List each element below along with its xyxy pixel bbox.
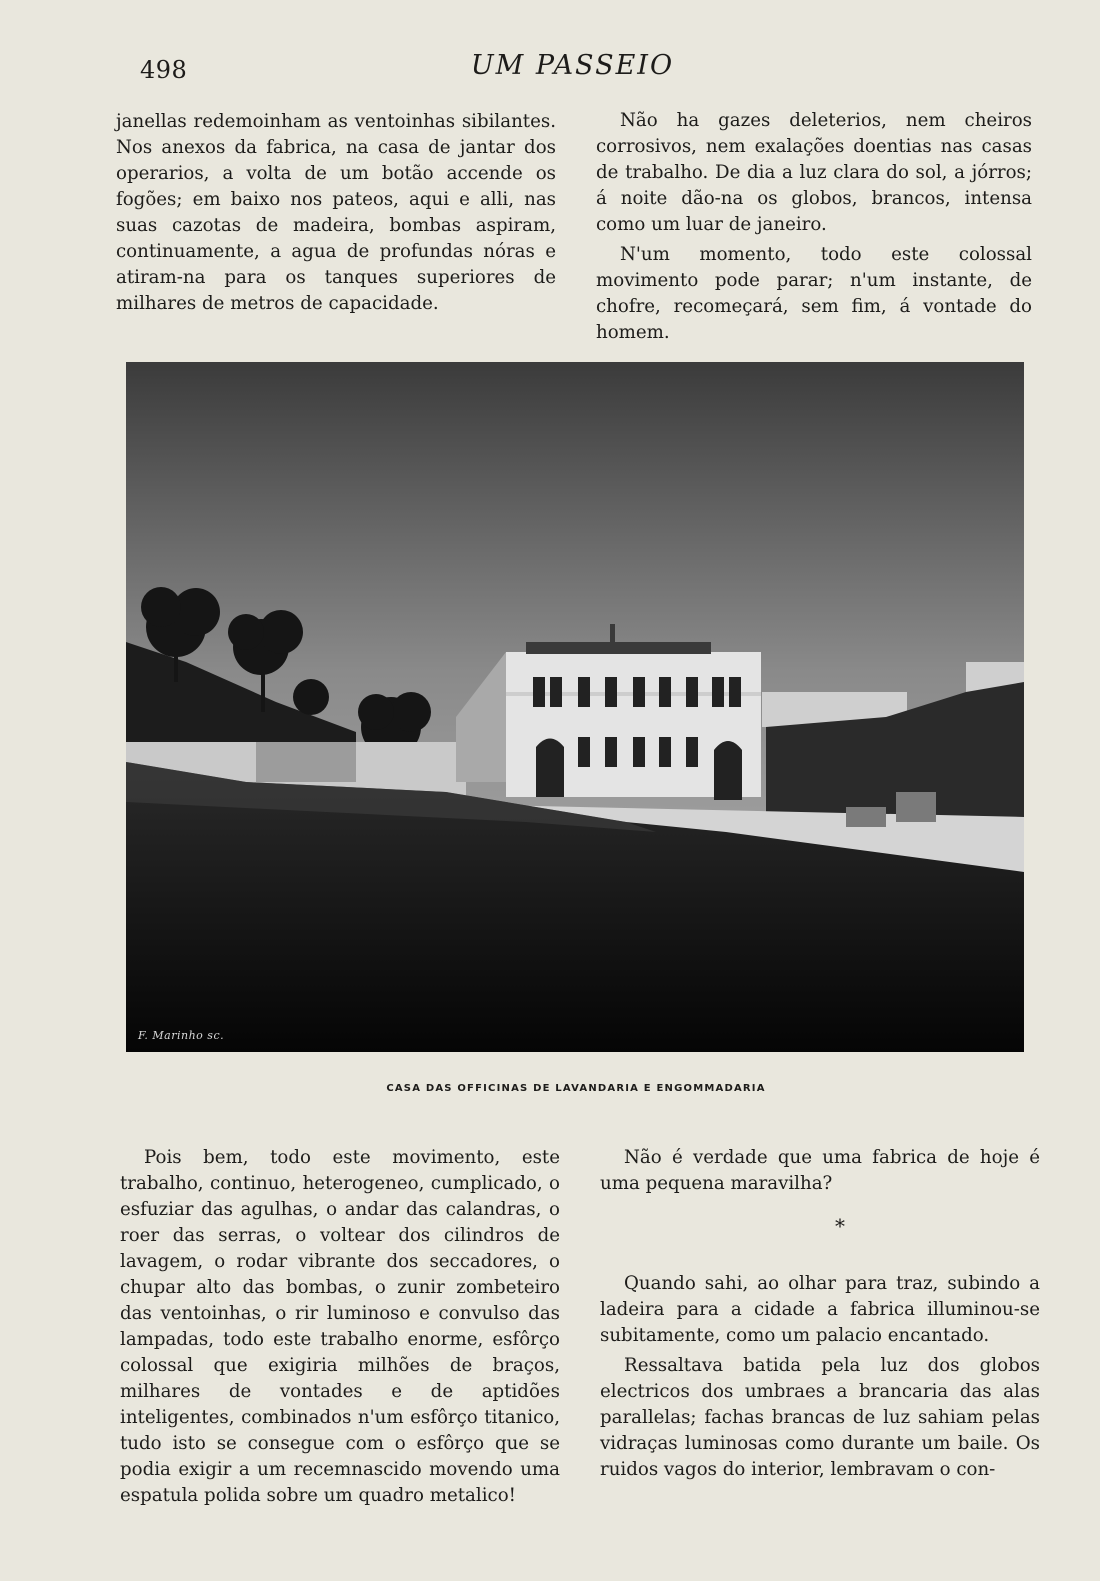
text-column-bottom-right <box>600 1145 1040 1483</box>
text-column-bottom-left <box>120 1145 560 1509</box>
text-column-top-left <box>116 109 556 317</box>
page-number: 498 <box>140 56 188 84</box>
engraver-signature: F. Marinho sc. <box>138 1029 225 1042</box>
paragraph: Pois bem, todo este movimento, este trabalho, continuo, heterogeneo, cumplicado, o esfuziar das agulhas, o andar das calandras, o roer das serras, o voltear dos cilindros de lavagem, o rodar vibrante dos seccadores, o chupar alto das bombas, o zunir zombeteiro das ventoinhas, o rir luminoso e convulso das lampadas, todo este trabalho enorme, esfôrço colossal que exigiria milhões de braços, milhares de vontades e de aptidões inteligentes, combinados n'um esfôrço titanico, tudo isto se consegue com o esfôrço que se podia exigir a um recemnascido movendo uma espatula polida sobre um quadro metalico! <box>120 1147 560 1506</box>
text-column-top-right <box>596 108 1032 346</box>
paragraph: Quando sahi, ao olhar para traz, subindo a ladeira para a cidade a fabrica illuminou-se subitamente, como um palacio encantado. <box>600 1273 1040 1346</box>
paragraph: Ressaltava batida pela luz dos globos electricos dos umbraes a brancaria das alas parallelas; fachas brancas de luz sahiam pelas vidraças luminosas como durante um baile. Os ruidos vagos do interior, lembravam o con- <box>600 1355 1040 1480</box>
paragraph: Não ha gazes deleterios, nem cheiros corrosivos, nem exalações doentias nas casas de trabalho. De dia a luz clara do sol, a jórros; á noite dão-na os globos, brancos, intensa como um luar de janeiro. <box>596 110 1032 235</box>
running-title: UM PASSEIO <box>470 50 675 81</box>
paragraph: janellas redemoinham as ventoinhas sibilantes. Nos anexos da fabrica, na casa de jantar dos operarios, a volta de um botão accende os fogões; em baixo nos pateos, aqui e alli, nas suas cazotas de madeira, bombas aspiram, continuamente, a agua de profundas nóras e atiram-na para os tanques superiores de milhares de metros de capacidade. <box>116 111 556 314</box>
paragraph: Não é verdade que uma fabrica de hoje é uma pequena maravilha? <box>600 1147 1040 1194</box>
section-separator: * <box>835 1214 845 1238</box>
paragraph: N'um momento, todo este colossal movimento pode parar; n'um instante, de chofre, recomeçará, sem fim, á vontade do homem. <box>596 244 1032 343</box>
photo-illustration <box>126 362 1024 1052</box>
factory-photograph <box>126 362 1024 1052</box>
figure-caption: CASA DAS OFFICINAS DE LAVANDARIA E ENGOMMADARIA <box>386 1083 766 1094</box>
